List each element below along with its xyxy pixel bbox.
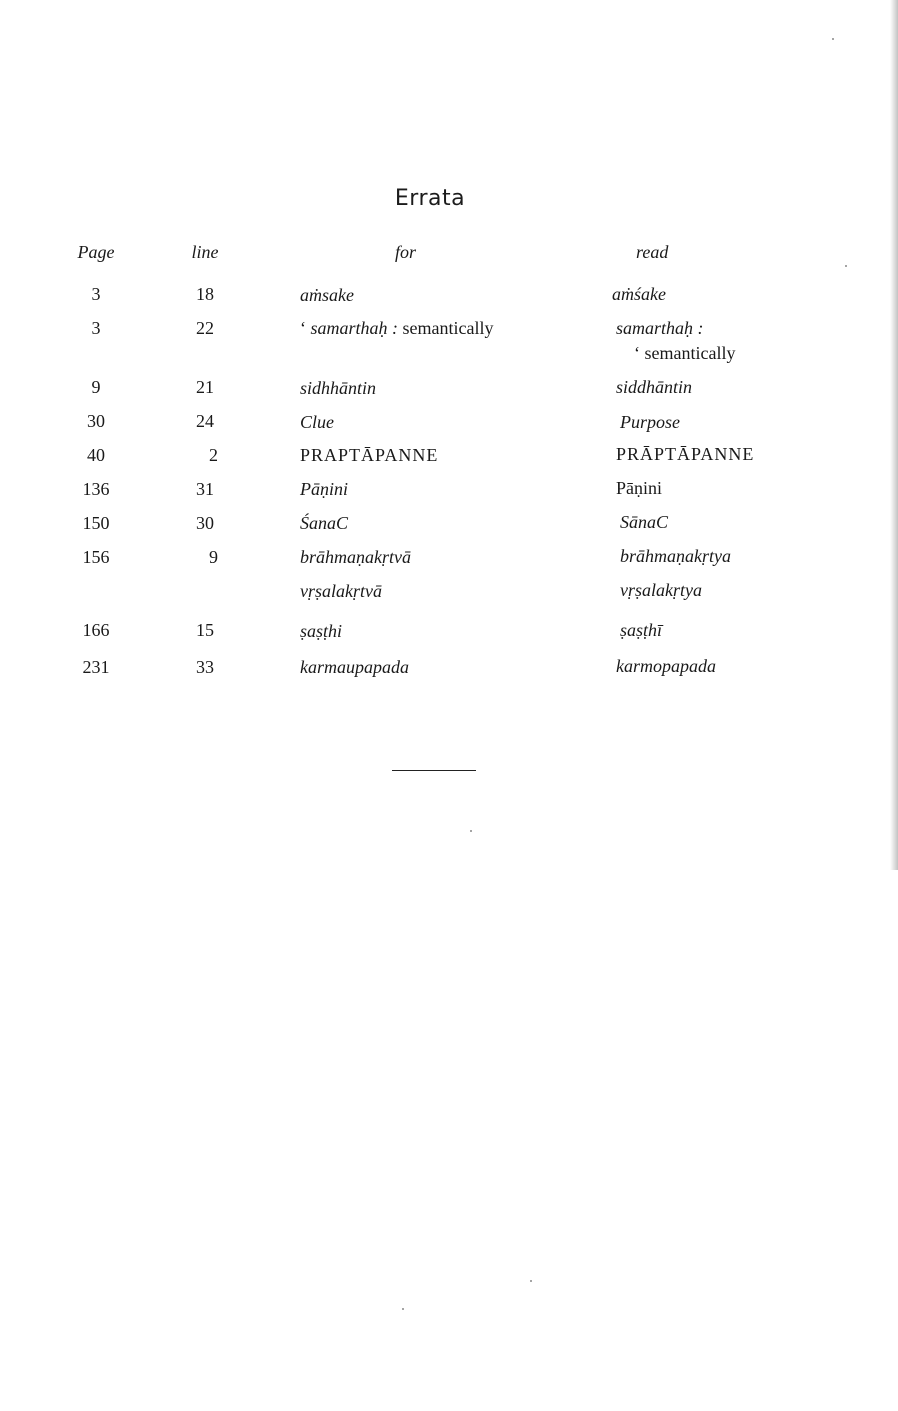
table-row-line: 9: [209, 547, 218, 567]
scan-speck: [530, 1280, 532, 1282]
table-row-for: PRAPTĀPANNE: [300, 445, 439, 465]
table-row-page: 231: [82, 657, 110, 677]
table-row-read: karmopapada: [616, 656, 716, 676]
column-header-line: line: [191, 242, 219, 262]
table-row-read: Purpose: [620, 412, 680, 432]
table-row-page: 156: [82, 547, 110, 567]
table-row-read: brāhmaṇakṛtya: [620, 546, 731, 566]
for-italic-term: samarthaḥ :: [310, 318, 399, 338]
table-row-page: 40: [87, 445, 105, 465]
table-row-for: [300, 317, 493, 339]
table-row-read: aṁśake: [612, 284, 666, 304]
page-title: Errata: [394, 186, 466, 211]
table-row-for: vṛṣalakṛtvā: [300, 581, 382, 601]
table-row-line: 31: [196, 479, 214, 499]
table-row-page: 9: [91, 377, 101, 397]
column-header-page: Page: [77, 242, 115, 262]
table-row-read: samarthaḥ :: [616, 318, 704, 338]
for-plain-term: semantically: [398, 318, 494, 338]
table-row-page: 3: [91, 318, 101, 338]
table-row-line: 30: [196, 513, 214, 533]
table-row-read: Pāṇini: [616, 478, 663, 498]
table-row-read: PRĀPTĀPANNE: [616, 444, 755, 464]
table-row-read-continued: ‘ semantically: [634, 343, 736, 363]
for-quote-mark: ‘: [300, 318, 311, 338]
table-row-for: ṣaṣṭhi: [300, 621, 343, 641]
table-row-page: 3: [91, 284, 101, 304]
table-row-line: 15: [196, 620, 214, 640]
scan-speck: [470, 830, 472, 832]
table-row-read: siddhāntin: [616, 377, 693, 397]
section-end-rule: [392, 770, 476, 771]
table-row-page: 30: [87, 411, 105, 431]
table-row-page: 166: [82, 620, 110, 640]
table-row-line: 22: [196, 318, 214, 338]
table-row-read: SānaC: [620, 512, 669, 532]
table-row-for: brāhmaṇakṛtvā: [300, 547, 411, 567]
column-header-for: for: [395, 242, 417, 262]
scan-speck: [402, 1308, 404, 1310]
page-spine-shadow: [890, 0, 898, 870]
scan-speck: [832, 38, 834, 40]
table-row-for: sidhhāntin: [300, 378, 377, 398]
column-header-read: read: [636, 242, 669, 262]
table-row-page: 136: [82, 479, 110, 499]
table-row-read: ṣaṣṭhī: [620, 620, 663, 640]
table-row-for: Pāṇini: [300, 479, 348, 499]
table-row-line: 2: [209, 445, 218, 465]
table-row-for: aṁsake: [300, 285, 354, 305]
table-row-for: Clue: [300, 412, 334, 432]
table-row-line: 33: [196, 657, 214, 677]
table-row-page: 150: [82, 513, 110, 533]
table-row-line: 24: [196, 411, 214, 431]
table-row-for: karmaupapada: [300, 657, 409, 677]
table-row-for: ŚanaC: [300, 513, 349, 533]
scan-speck: [845, 265, 847, 267]
table-row-line: 18: [196, 284, 214, 304]
table-row-read: vṛṣalakṛtya: [620, 580, 702, 600]
table-row-line: 21: [196, 377, 214, 397]
